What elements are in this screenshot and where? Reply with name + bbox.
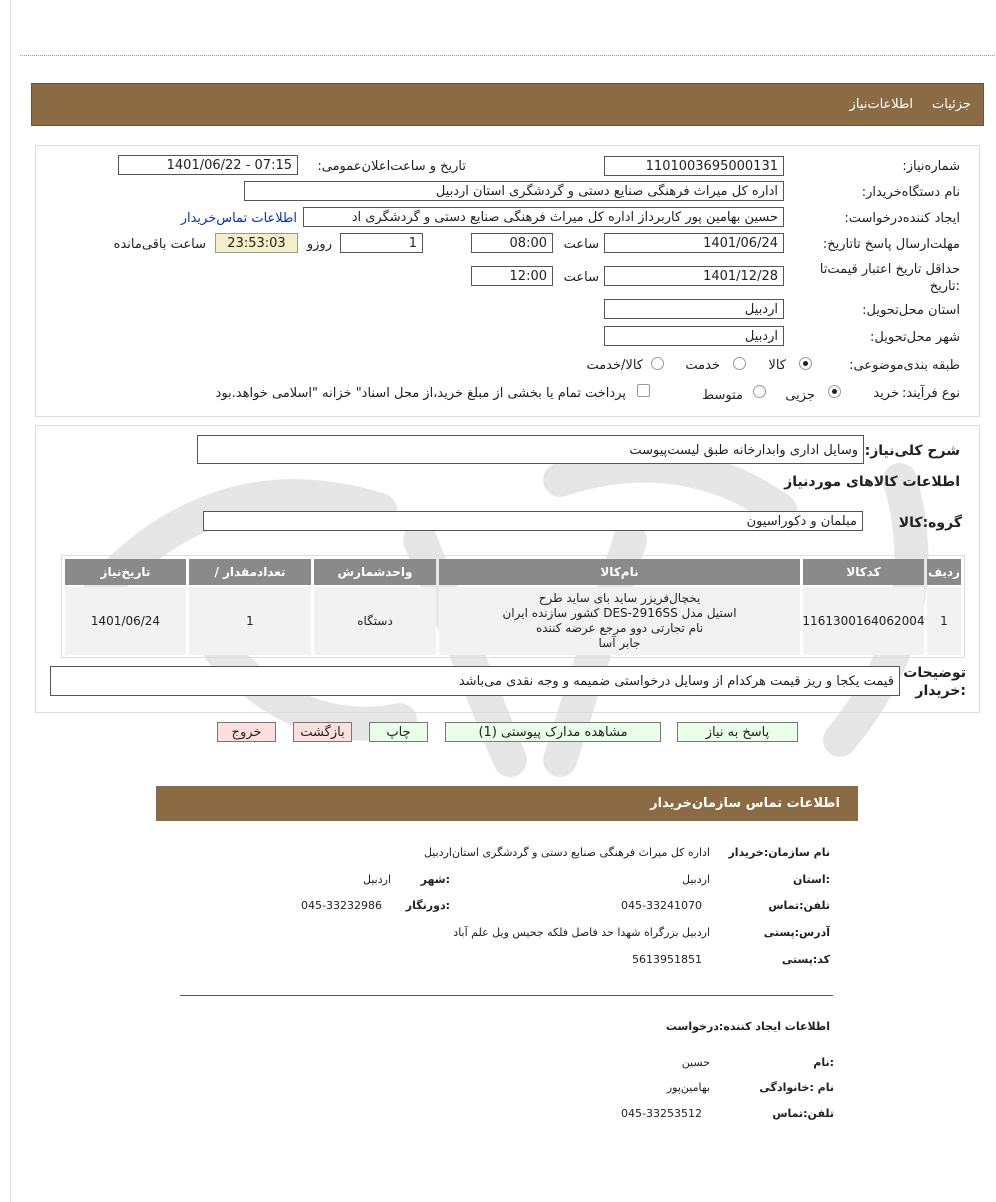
- validity-label-1: حداقل تاریخ اعتبار قیمت‌تا: [819, 262, 960, 277]
- table-cell-unit: دستگاه: [314, 587, 436, 655]
- announce-label: تاریخ و ساعت‌اعلان‌عمومی:: [317, 159, 466, 174]
- org-phone-value: 045-33241070: [621, 899, 702, 912]
- city-field: اردبیل: [604, 326, 784, 346]
- org-city-value: اردبیل: [363, 873, 391, 886]
- top-dotted-divider: [20, 55, 995, 56]
- validity-time-label: ساعت: [563, 270, 599, 285]
- creator-family-value: بهامین‌پور: [666, 1081, 710, 1094]
- goods-info-heading: اطلاعات کالاهای موردنیاز: [784, 474, 960, 490]
- creator-phone-label: تلفن‌:تماس: [772, 1107, 834, 1120]
- remaining-label: ساعت باقی‌مانده: [113, 237, 206, 252]
- table-cell-date: 1401/06/24: [65, 587, 186, 655]
- validity-label-2: :تاریخ: [929, 279, 960, 294]
- org-fax-label: :دورنگار: [405, 899, 450, 912]
- org-postal-value: 5613951851: [632, 953, 702, 966]
- process-medium-label: متوسط: [702, 388, 743, 403]
- section-divider: [180, 995, 833, 996]
- table-cell-index: 1: [927, 587, 961, 655]
- city-label: شهر محل‌تحویل:: [870, 330, 960, 345]
- org-city-label: :شهر: [420, 873, 450, 886]
- creator-label: ایجاد کننده‌درخواست:: [844, 211, 960, 226]
- org-name-value: اداره کل میراث فرهنگی صنایع دستی و گردشگری استان‌اردبیل: [423, 846, 710, 859]
- remaining-timer: 23:53:03: [215, 233, 298, 253]
- back-button[interactable]: بازگشت: [293, 722, 352, 742]
- process-partial-label: جزیی: [785, 388, 815, 403]
- validity-date-field: 1401/12/28: [604, 266, 784, 286]
- table-cell-name: [439, 587, 800, 655]
- buyer-label: نام دستگاه‌خریدار:: [861, 185, 960, 200]
- creator-family-label: نام :خانوادگی: [759, 1081, 834, 1094]
- table-cell-code: 1161300164062004: [803, 587, 924, 655]
- validity-time-field: 12:00: [471, 266, 553, 286]
- province-field: اردبیل: [604, 299, 784, 319]
- creator-info-title: اطلاعات ایجاد کننده‌:درخواست: [665, 1020, 830, 1033]
- days-field: 1: [340, 233, 423, 253]
- creator-field: حسین بهامین پور کاربرداز اداره کل میراث فرهنگی صنایع دستی و گردشگری اد: [303, 207, 784, 227]
- process-label: نوع فرآیند:: [902, 386, 960, 401]
- table-header-code: کدکالا: [803, 559, 924, 585]
- need-title-field: وسایل اداری وابدارخانه طبق لیست‌پیوست: [197, 435, 864, 464]
- goods-group-field: مبلمان و دکوراسیون: [203, 511, 863, 531]
- buyer-field: اداره کل میراث فرهنگی صنایع دستی و گردشگری استان اردبیل: [244, 181, 784, 201]
- goods-group-label: گروه:کالا: [898, 515, 962, 531]
- process-buy-label: خرید: [873, 386, 899, 401]
- category-both-label: کالا/خدمت: [586, 358, 643, 373]
- category-service-radio[interactable]: [733, 357, 746, 370]
- table-header-index: ردیف: [927, 559, 961, 585]
- exit-button[interactable]: خروج: [217, 722, 276, 742]
- table-header-date: تاریخ‌نیاز: [65, 559, 186, 585]
- need-number-field: 1101003695000131: [604, 156, 784, 176]
- process-partial-radio[interactable]: [828, 385, 841, 398]
- org-province-value: اردبیل: [682, 873, 710, 886]
- need-number-label: شماره‌نیاز:: [902, 159, 960, 174]
- deadline-time-label: ساعت: [563, 237, 599, 252]
- creator-phone-value: 045-33253512: [621, 1107, 702, 1120]
- province-label: استان محل‌تحویل:: [862, 303, 960, 318]
- table-header-qty: / تعدادمقدار: [189, 559, 311, 585]
- days-label: روزو: [306, 237, 332, 252]
- announce-field: 1401/06/22 - 07:15: [118, 155, 298, 175]
- org-contact-bar: [156, 786, 858, 821]
- org-contact-title: اطلاعات تماس سازمان‌خریدار: [650, 796, 840, 811]
- category-both-radio[interactable]: [651, 357, 664, 370]
- buyer-notes-label-1: توضیحات: [903, 665, 966, 681]
- buyer-notes-field: قیمت یکجا و ریز قیمت هرکدام از وسایل درخواستی ضمیمه و وجه نقدی می‌باشد: [50, 666, 900, 696]
- goods-name-line: یخچال‌فریزر ساید بای ساید طرح: [538, 591, 701, 605]
- org-address-label: آدرس‌:پستی: [763, 926, 830, 939]
- table-header-unit: واحدشمارش: [314, 559, 436, 585]
- table-cell-qty: 1: [189, 587, 311, 655]
- treasury-payment-note: پرداخت تمام یا بخشی از مبلغ خرید،از محل اسناد" خزانه "اسلامی خواهد.بود: [215, 386, 626, 401]
- buyer-contact-link[interactable]: اطلاعات تماس‌خریدار: [180, 211, 297, 226]
- org-address-value: اردبیل بزرگراه شهدا حد فاصل فلکه جحیس ویل علم آباد: [453, 926, 710, 939]
- print-button[interactable]: چاپ: [369, 722, 428, 742]
- org-fax-value: 045-33232986: [301, 899, 382, 912]
- category-service-label: خدمت: [685, 358, 720, 373]
- deadline-time-field: 08:00: [471, 233, 553, 253]
- view-documents-button[interactable]: مشاهده مدارک پیوستی (1): [445, 722, 661, 742]
- left-border-line: [10, 0, 11, 1202]
- details-header-bar: [31, 83, 984, 126]
- need-title-label: شرح کلی‌نیاز:: [864, 443, 960, 459]
- tab-need-info[interactable]: اطلاعات‌نیاز: [849, 97, 913, 112]
- org-name-label: نام سازمان‌:خریدار: [728, 846, 830, 859]
- category-goods-label: کالا: [768, 358, 786, 373]
- goods-name-line: جابر آسا: [598, 636, 641, 650]
- org-postal-label: کد:پستی: [781, 953, 830, 966]
- org-province-label: :استان: [793, 873, 830, 886]
- table-header-name: نام‌کالا: [439, 559, 800, 585]
- goods-name-line: نام تجارتی دوو مرجع عرضه کننده: [535, 621, 704, 635]
- reply-button[interactable]: پاسخ به نیاز: [677, 722, 798, 742]
- org-phone-label: تلفن‌:تماس: [768, 899, 830, 912]
- goods-name-line: استیل مدل DES-2916SS کشور سازنده ایران: [502, 606, 737, 620]
- process-medium-radio[interactable]: [753, 385, 766, 398]
- tab-details[interactable]: جزئیات: [932, 97, 971, 112]
- category-label: طبقه بندی‌موضوعی:: [849, 358, 960, 373]
- buyer-notes-label-2: :خریدار: [915, 683, 966, 699]
- category-goods-radio[interactable]: [799, 357, 812, 370]
- deadline-label: مهلت‌ارسال پاسخ تا‌تاریخ:: [822, 237, 960, 252]
- creator-name-value: حسین: [681, 1056, 710, 1069]
- treasury-payment-checkbox[interactable]: [637, 384, 650, 397]
- creator-name-label: :نام: [813, 1056, 834, 1069]
- deadline-date-field: 1401/06/24: [604, 233, 784, 253]
